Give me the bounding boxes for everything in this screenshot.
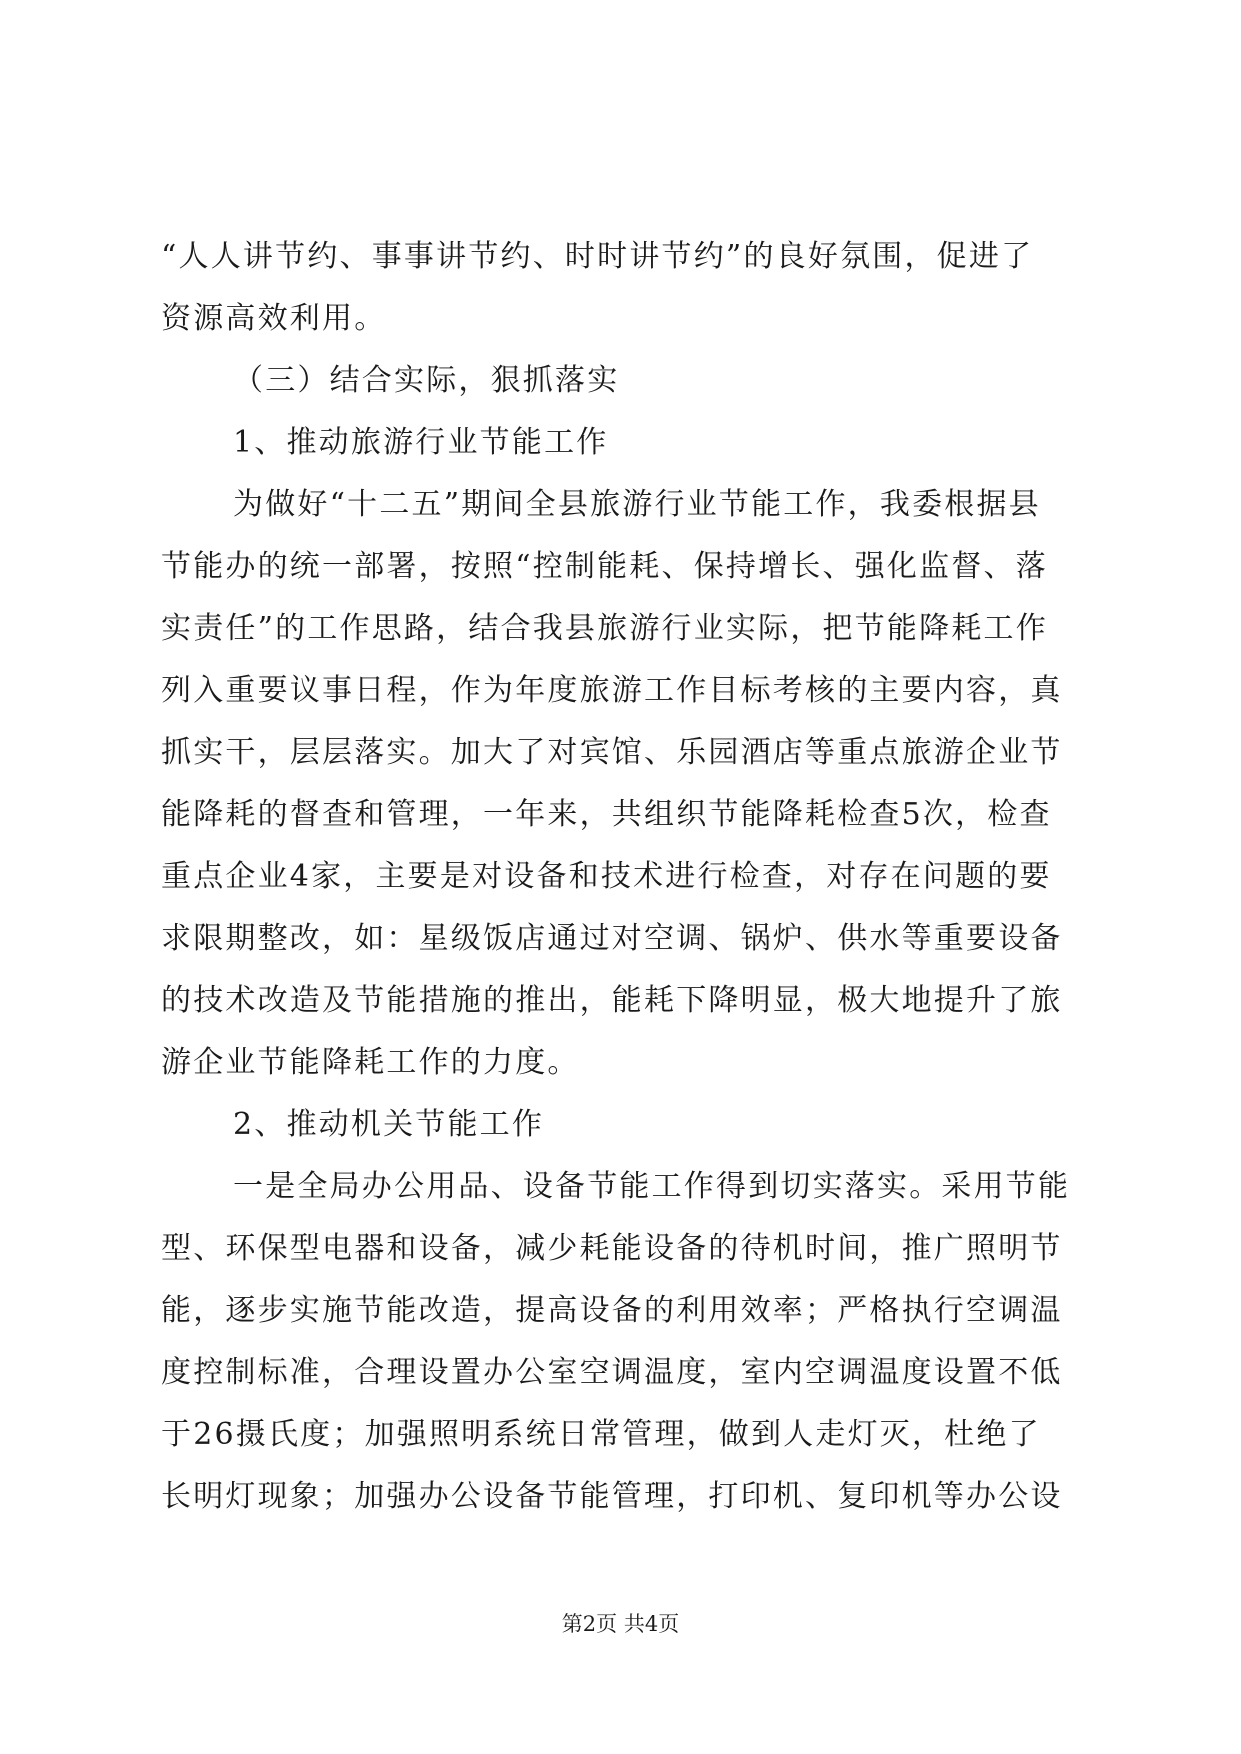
text-line: 节能办的统一部署，按照“控制能耗、保持增长、强化监督、落 [161,549,1048,584]
text-line: 为做好“十二五”期间全县旅游行业节能工作，我委根据县 [233,487,1041,522]
text-line: 能，逐步实施节能改造，提高设备的利用效率；严格执行空调温 [161,1293,1063,1328]
text-line: 一是全局办公用品、设备节能工作得到切实落实。采用节能 [233,1169,1071,1204]
text-line: 1、推动旅游行业节能工作 [233,425,609,460]
text-line: 长明灯现象；加强办公设备节能管理，打印机、复印机等办公设 [161,1479,1063,1514]
text-line: 于26摄氏度；加强照明系统日常管理，做到人走灯灭，杜绝了 [161,1417,1041,1452]
text-line: 重点企业4家，主要是对设备和技术进行检查，对存在问题的要 [161,859,1052,894]
page-footer: 第2页 共4页 [561,1612,680,1636]
text-line: （三）结合实际，狠抓落实 [233,363,620,398]
text-line: 游企业节能降耗工作的力度。 [161,1045,580,1080]
text-line: 能降耗的督查和管理，一年来，共组织节能降耗检查5次，检查 [161,797,1052,832]
text-line: 2、推动机关节能工作 [233,1107,545,1142]
text-line: 度控制标准，合理设置办公室空调温度，室内空调温度设置不低 [161,1355,1063,1390]
text-line: 实责任”的工作思路，结合我县旅游行业实际，把节能降耗工作 [161,611,1048,646]
text-line: 资源高效利用。 [161,301,387,336]
text-line: 型、环保型电器和设备，减少耗能设备的待机时间，推广照明节 [161,1231,1063,1266]
text-line: 的技术改造及节能措施的推出，能耗下降明显，极大地提升了旅 [161,983,1063,1018]
text-line: “人人讲节约、事事讲节约、时时讲节约”的良好氛围，促进了 [161,239,1034,274]
text-line: 列入重要议事日程，作为年度旅游工作目标考核的主要内容，真 [161,673,1063,708]
text-line: 求限期整改，如：星级饭店通过对空调、锅炉、供水等重要设备 [161,921,1063,956]
body-text [161,226,1081,1528]
text-line: 抓实干，层层落实。加大了对宾馆、乐园酒店等重点旅游企业节 [161,735,1063,770]
